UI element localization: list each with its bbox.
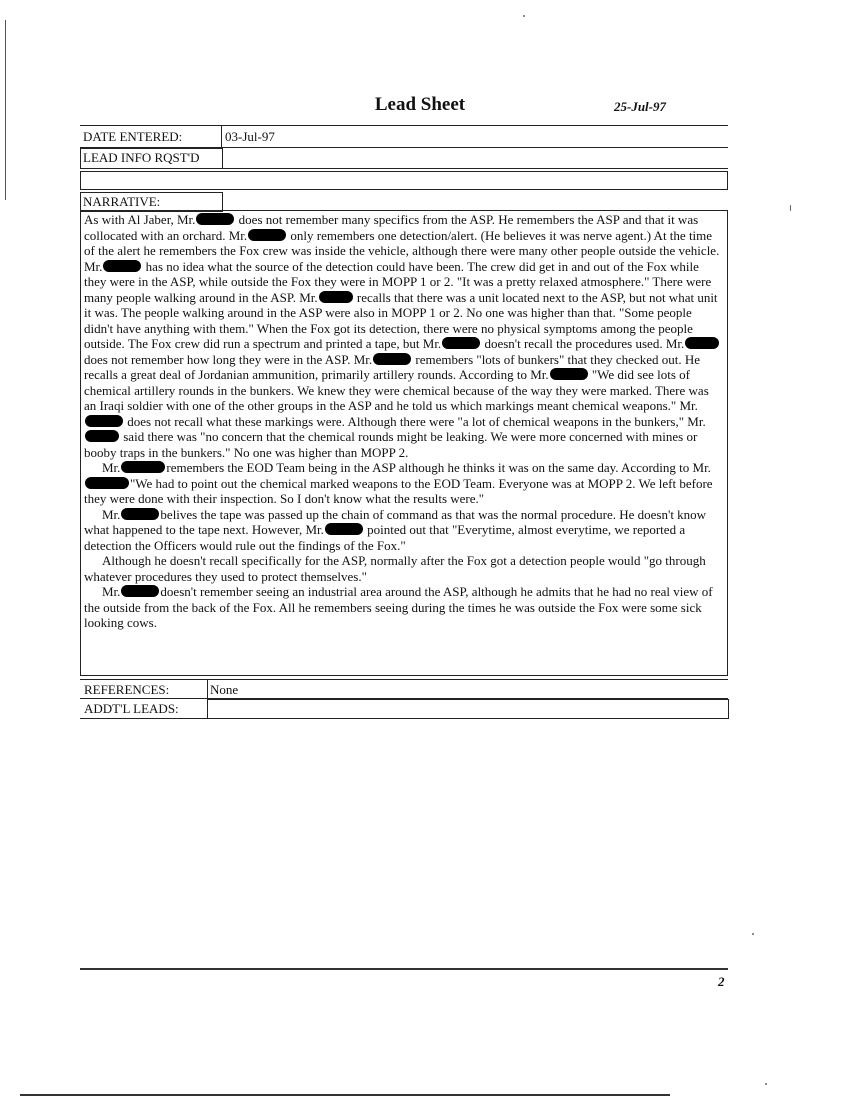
redaction-mark	[121, 508, 159, 520]
row-rule	[80, 718, 728, 719]
redaction-mark	[121, 585, 159, 597]
top-rule	[80, 125, 728, 126]
scan-speck	[752, 933, 754, 935]
narrative-paragraph-4: Although he doesn't recall specifically for the ASP, normally after the Fox got a detection people would "go through whatever procedures they used to protect themselves."	[84, 553, 706, 584]
scan-edge-line	[5, 20, 6, 200]
redaction-mark	[325, 523, 363, 535]
redaction-mark	[196, 213, 234, 225]
footer-rule	[80, 968, 728, 970]
narrative-paragraph-1: As with Al Jaber, Mr. does not remember many specifics from the ASP. He remembers the ASP and that it was collocated with an orchard. Mr. only remembers one detection/alert. (He believes it was nerve agent.) At the time of the alert he remembers the Fox crew was inside the vehicle, although there were many other people outside the vehicle. Mr. has no idea what the source of the detection could have been. The crew did get in and out of the Fox while they were in the ASP, while outside the Fox they were in MOPP 1 or 2. "It was a pretty relaxed atmosphere." There were many people walking around in the ASP. Mr. recalls that there was a unit located next to the ASP, but not what unit it was. The people walking around in the ASP were also in MOPP 1 or 2. No one was higher than that. "Some people didn't have anything with them." When the Fox got its detection, there were no physical symptoms among the people outside. The Fox crew did run a spectrum and printed a tape, but Mr. doesn't recall the procedures used. Mr. does not remember how long they were in the ASP. Mr. remembers "lots of bunkers" that they checked out. He recalls a great deal of Jordanian ammunition, primarily artillery rounds. According to Mr. "We did see lots of chemical artillery rounds in the bunkers. We knew they were chemical because of the way they were marked. There was an Iraqi soldier with one of the other groups in the ASP and he told us which markings meant chemical weapons." Mr. does not recall what these markings were. Although there were "a lot of chemical weapons in the bunkers," Mr. said there was "no concern that the chemical rounds might be leaking. We were more concerned with mines or booby traps in the bunkers." No one was higher than MOPP 2.	[84, 212, 720, 460]
page-title: Lead Sheet	[374, 94, 466, 115]
redaction-mark	[85, 477, 129, 489]
redaction-mark	[85, 415, 123, 427]
row-rule	[80, 168, 728, 169]
redaction-mark	[121, 461, 165, 473]
narrative-paragraph-2: Mr. remembers the EOD Team being in the ASP although he thinks it was on the same day. According to Mr."We had to point out the chemical marked weapons to the EOD Team. Everyone was at MOPP 2. We left before they were done with their inspection. So I don't know what the results were."	[84, 460, 713, 506]
lead-info-label: LEAD INFO RQST'D	[83, 150, 200, 165]
redaction-mark	[685, 337, 719, 349]
header-date: 25-Jul-97	[614, 99, 666, 114]
page-number: 2	[718, 974, 725, 989]
field-divider	[221, 126, 222, 148]
scan-speck	[790, 205, 791, 211]
redaction-mark	[319, 291, 353, 303]
date-entered-label: DATE ENTERED:	[83, 129, 183, 144]
narrative-body	[80, 211, 728, 676]
scan-bottom-edge	[20, 1094, 670, 1096]
scan-speck	[523, 15, 525, 17]
row-rule	[80, 679, 728, 680]
redaction-mark	[373, 353, 411, 365]
addtl-leads-label: ADDT'L LEADS:	[84, 701, 179, 716]
narrative-paragraph-5: Mr. doesn't remember seeing an industrial area around the ASP, although he admits that he had no real view of the outside from the back of the Fox. All he remembers seeing during the times he was outside the Fox were some sick looking cows.	[84, 584, 713, 630]
lead-info-value-box	[80, 171, 728, 190]
narrative-label: NARRATIVE:	[83, 194, 161, 209]
narrative-paragraph-3: Mr. belives the tape was passed up the chain of command as that was the normal procedure. He doesn't know what happened to the tape next. However, Mr. pointed out that "Everytime, almost everytime, we reported a detection the Officers would rule out the findings of the Fox."	[84, 506, 707, 553]
field-divider	[207, 679, 208, 698]
redaction-mark	[103, 260, 141, 272]
references-value: None	[210, 682, 239, 697]
redaction-mark	[550, 368, 588, 380]
date-entered-value: 03-Jul-97	[225, 129, 275, 144]
scan-speck	[765, 1083, 767, 1085]
references-label: REFERENCES:	[84, 682, 170, 697]
redaction-mark	[248, 229, 286, 241]
redaction-mark	[85, 430, 119, 442]
redaction-mark	[442, 337, 480, 349]
addtl-leads-value-box	[207, 699, 729, 719]
